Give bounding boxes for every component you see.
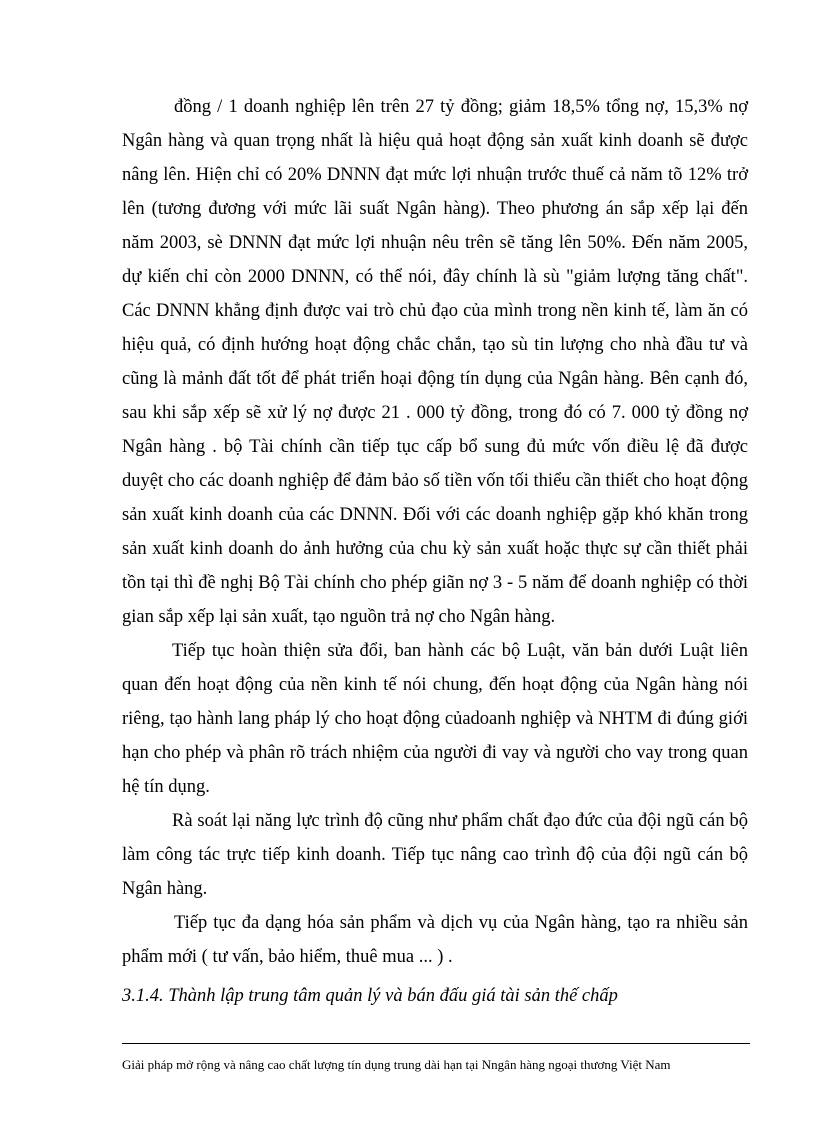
paragraph-1: đồng / 1 doanh nghiệp lên trên 27 tỷ đồng; giảm 18,5% tổng nợ, 15,3% nợ Ngân hàng và quan trọng nhất là hiệu quả hoạt động sản xuất kinh doanh sẽ được nâng lên. Hiện chỉ có 20% DNNN đạt mức lợi nhuận trước thuế cả năm tõ 12% trở lên (tương đương với mức lãi suất Ngân hàng). Theo phương án sắp xếp lại đến năm 2003, sè DNNN đạt mức lợi nhuận nêu trên sẽ tăng lên 50%. Đến năm 2005, dự kiến chỉ còn 2000 DNNN, có thể nói, đây chính là sù "giảm lượng tăng chất". Các DNNN khẳng định được vai trò chủ đạo của mình trong nền kinh tế, làm ăn có hiệu quả, có định hướng hoạt động chắc chắn, tạo sù tin lượng cho nhà đầu tư và cũng là mảnh đất tốt để phát triển hoại động tín dụng của Ngân hàng. Bên cạnh đó, sau khi sắp xếp sẽ xử lý nợ được 21 . 000 tỷ đồng, trong đó có 7. 000 tỷ đồng nợ Ngân hàng . bộ Tài chính cần tiếp tục cấp bổ sung đủ mức vốn điều lệ đã được duyệt cho các doanh nghiệp để đảm bảo số tiền vốn tối thiểu cần thiết cho hoạt động sản xuất kinh doanh của các DNNN. Đối với các doanh nghiệp gặp khó khăn trong sản xuất kinh doanh do ảnh hưởng của chu kỳ sản xuất hoặc thực sự cần thiết phải tồn tại thì đề nghị Bộ Tài chính cho phép giãn nợ 3 - 5 năm để doanh nghiệp có thời gian sắp xếp lại sản xuất, tạo nguồn trả nợ cho Ngân hàng. — [122, 97, 748, 627]
body-text — [122, 90, 748, 974]
paragraph-3: Rà soát lại năng lực trình độ cũng như phẩm chất đạo đức của đội ngũ cán bộ làm công tác trực tiếp kinh doanh. Tiếp tục nâng cao trình độ của đội ngũ cán bộ Ngân hàng. — [122, 811, 748, 899]
paragraph-2: Tiếp tục hoàn thiện sửa đổi, ban hành các bộ Luật, văn bản dưới Luật liên quan đến hoạt động của nền kinh tế nói chung, đến hoạt động của Ngân hàng nói riêng, tạo hành lang pháp lý cho hoạt động củadoanh nghiệp và NHTM đi đúng giới hạn cho phép và phân rõ trách nhiệm của người đi vay và người cho vay trong quan hệ tín dụng. — [122, 641, 748, 797]
footer-divider — [122, 1043, 750, 1044]
section-heading: 3.1.4. Thành lập trung tâm quản lý và bán đấu giá tài sản thế chấp — [122, 986, 618, 1006]
paragraph-4: Tiếp tục đa dạng hóa sản phẩm và dịch vụ của Ngân hàng, tạo ra nhiều sản phẩm mới ( tư vấn, bảo hiểm, thuê mua ... ) . — [122, 913, 748, 967]
page-footer: Giải pháp mở rộng và nâng cao chất lượng tín dụng trung dài hạn tại Nngân hàng ngoại thương Việt Nam — [122, 1057, 671, 1072]
